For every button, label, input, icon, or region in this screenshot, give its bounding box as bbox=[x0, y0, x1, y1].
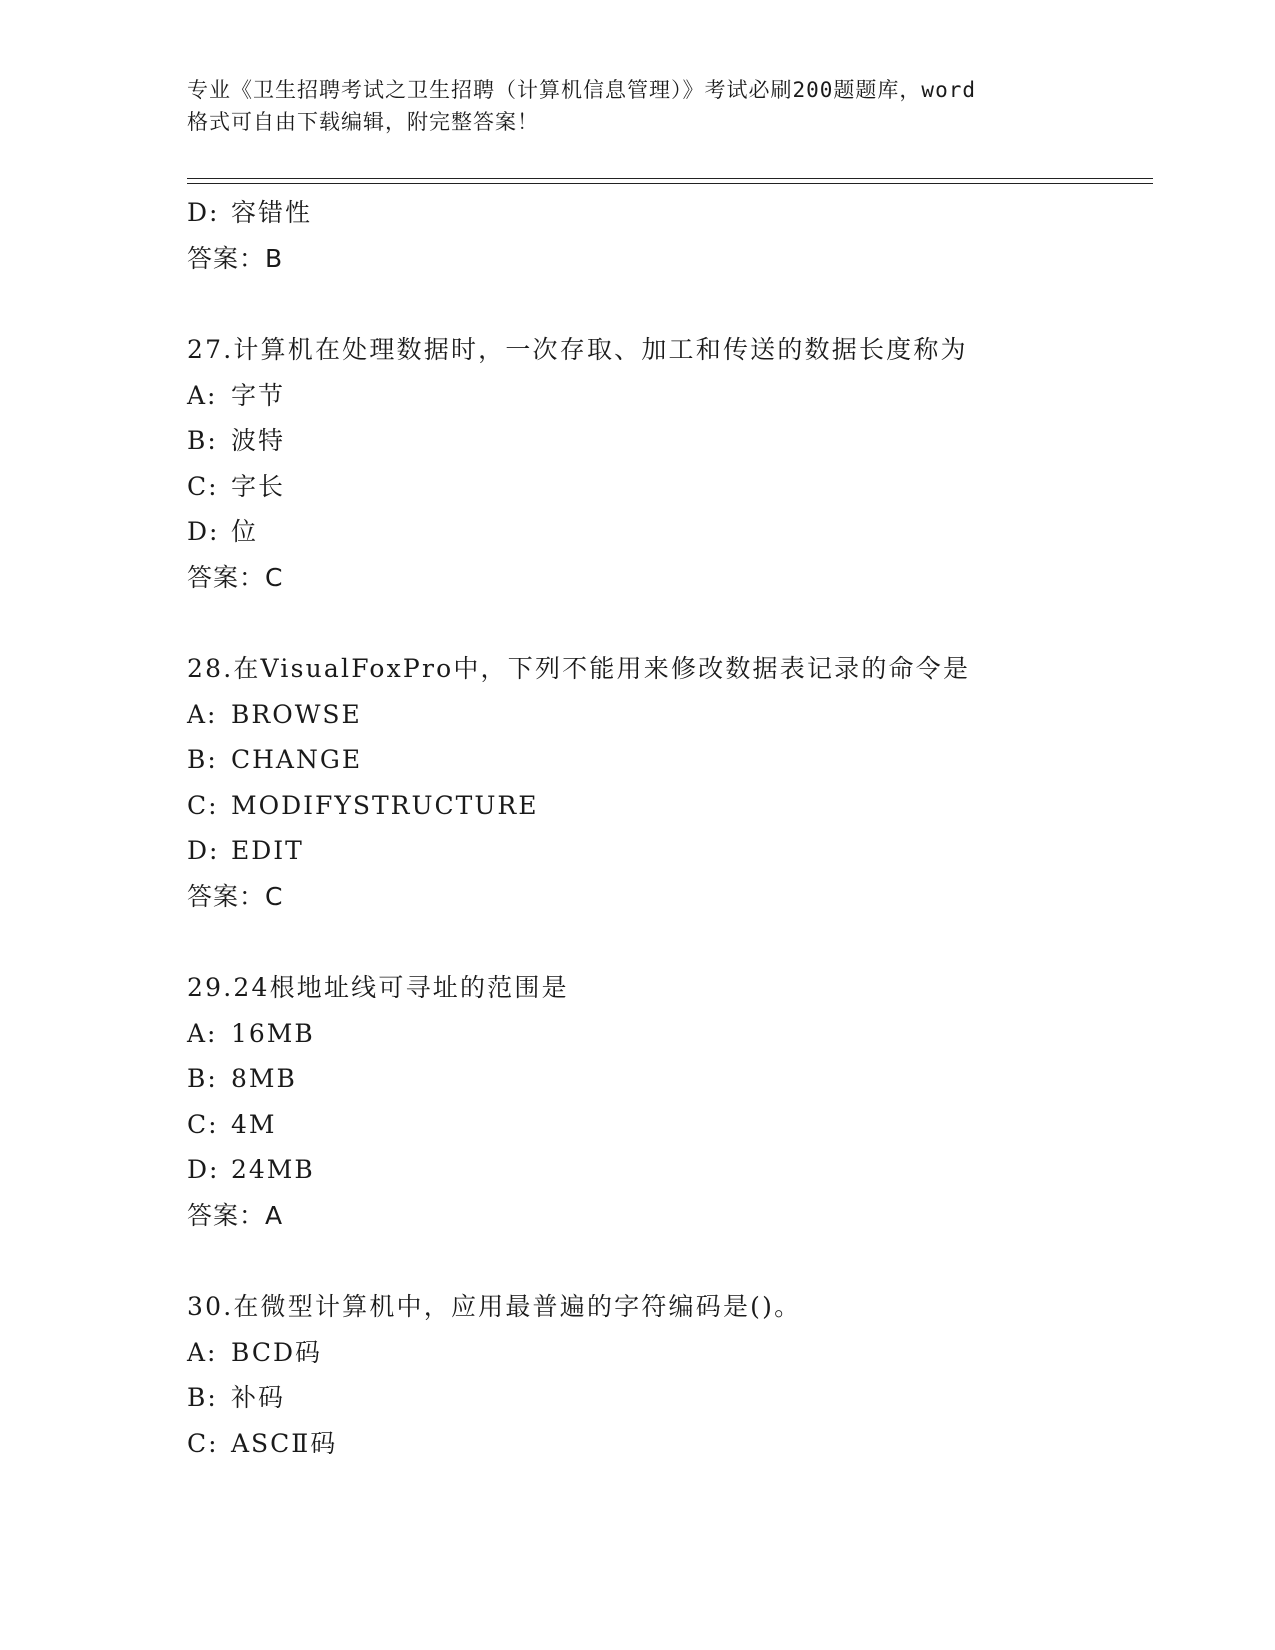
answer-line: 答案：C bbox=[187, 562, 284, 592]
option-text: 16MB bbox=[231, 1018, 315, 1048]
option-text: 字长 bbox=[231, 471, 286, 501]
document-header bbox=[187, 74, 1107, 138]
option-line bbox=[187, 1330, 1147, 1376]
option-text: 字节 bbox=[231, 380, 286, 410]
option-letter: D: bbox=[187, 836, 220, 865]
header-title-line-2: 格式可自由下载编辑，附完整答案！ bbox=[187, 110, 539, 134]
question-spacer bbox=[187, 600, 1147, 646]
option-text: ASCⅡ码 bbox=[231, 1428, 338, 1458]
option-line bbox=[187, 1375, 1147, 1421]
answer-line: 答案：B bbox=[187, 243, 284, 273]
option-text: 位 bbox=[231, 517, 259, 546]
question-stem: 27.计算机在处理数据时，一次存取、加工和传送的数据长度称为 bbox=[187, 335, 968, 364]
question-stem: 28.在VisualFoxPro中，下列不能用来修改数据表记录的命令是 bbox=[187, 654, 971, 683]
option-letter: C: bbox=[187, 1428, 219, 1458]
header-title-line-1: 专业《卫生招聘考试之卫生招聘（计算机信息管理）》考试必刷200题题库，word bbox=[187, 78, 976, 102]
option-line bbox=[187, 783, 1147, 829]
question-stem: 29.24根地址线可寻址的范围是 bbox=[187, 973, 569, 1002]
header-divider-top bbox=[187, 178, 1153, 179]
option-line bbox=[187, 373, 1147, 419]
option-line bbox=[187, 190, 1147, 236]
option-text: 容错性 bbox=[231, 198, 313, 227]
option-letter: D: bbox=[187, 198, 220, 227]
answer-line: 答案：C bbox=[187, 881, 284, 911]
option-line bbox=[187, 1102, 1147, 1148]
question-spacer bbox=[187, 919, 1147, 965]
question-spacer bbox=[187, 281, 1147, 327]
option-line bbox=[187, 509, 1147, 555]
option-letter: C: bbox=[187, 1109, 219, 1139]
option-line bbox=[187, 1056, 1147, 1102]
answer-line: 答案：A bbox=[187, 1200, 284, 1230]
option-letter: B: bbox=[187, 426, 218, 455]
question-27 bbox=[187, 327, 1147, 600]
option-letter: B: bbox=[187, 1064, 218, 1093]
option-letter: C: bbox=[187, 790, 219, 820]
question-spacer bbox=[187, 1238, 1147, 1284]
option-text: MODIFYSTRUCTURE bbox=[231, 790, 539, 820]
option-text: 4M bbox=[231, 1109, 277, 1139]
option-letter: C: bbox=[187, 471, 219, 501]
header-divider-bottom bbox=[187, 183, 1153, 184]
option-letter: B: bbox=[187, 1383, 218, 1412]
option-line bbox=[187, 418, 1147, 464]
option-letter: A: bbox=[187, 699, 218, 729]
option-line bbox=[187, 464, 1147, 510]
option-line bbox=[187, 828, 1147, 874]
option-line bbox=[187, 1147, 1147, 1193]
option-letter: A: bbox=[187, 1018, 218, 1048]
option-line bbox=[187, 692, 1147, 738]
option-line bbox=[187, 1011, 1147, 1057]
option-letter: A: bbox=[187, 380, 218, 410]
option-text: BCD码 bbox=[231, 1337, 323, 1367]
option-text: 8MB bbox=[231, 1064, 297, 1093]
option-letter: A: bbox=[187, 1337, 218, 1367]
option-text: EDIT bbox=[231, 836, 304, 865]
question-list bbox=[187, 190, 1147, 1466]
option-text: CHANGE bbox=[231, 745, 363, 774]
question-30 bbox=[187, 1284, 1147, 1466]
question-28 bbox=[187, 646, 1147, 919]
question-29 bbox=[187, 965, 1147, 1238]
option-text: 24MB bbox=[231, 1155, 315, 1184]
option-text: BROWSE bbox=[231, 699, 362, 729]
question-stem: 30.在微型计算机中，应用最普遍的字符编码是()。 bbox=[187, 1292, 802, 1321]
option-text: 补码 bbox=[231, 1383, 286, 1412]
option-text: 波特 bbox=[231, 426, 286, 455]
option-letter: B: bbox=[187, 745, 218, 774]
question-carryover bbox=[187, 190, 1147, 281]
option-letter: D: bbox=[187, 1155, 220, 1184]
option-line bbox=[187, 737, 1147, 783]
option-line bbox=[187, 1421, 1147, 1467]
option-letter: D: bbox=[187, 517, 220, 546]
